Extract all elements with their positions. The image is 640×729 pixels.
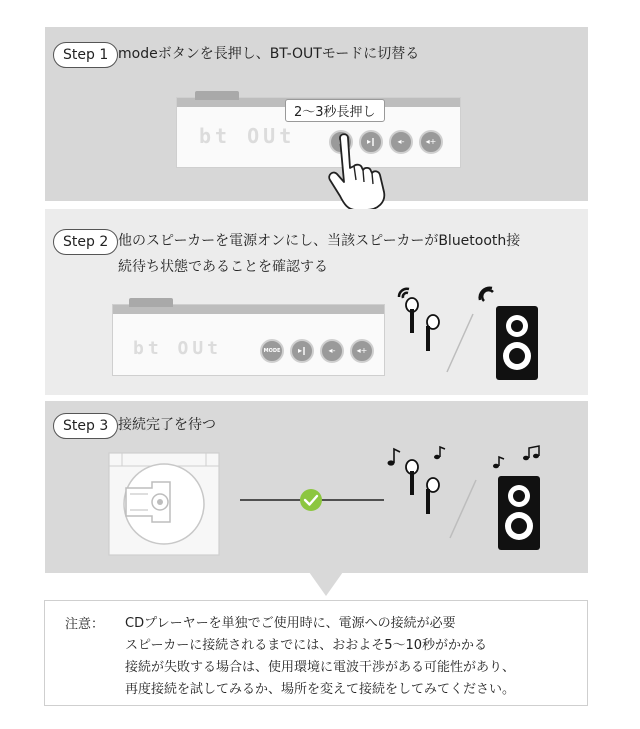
volume-down-button[interactable] — [320, 339, 344, 363]
volume-up-button[interactable] — [419, 130, 443, 154]
divider-slash — [448, 478, 478, 540]
music-note-icon — [523, 446, 539, 460]
step3-badge: Step 3 — [53, 413, 118, 439]
lcd-display: bt OUt — [133, 338, 223, 359]
device-knob — [195, 91, 239, 100]
step2-instruction-line2: 続待ち状態であることを確認する — [118, 259, 328, 275]
step1-instruction: modeボタンを長押し、BT-OUTモードに切替る — [118, 46, 420, 62]
long-press-tooltip: 2～3秒長押し — [285, 99, 385, 122]
control-buttons — [260, 339, 374, 363]
mode-button[interactable] — [260, 339, 284, 363]
caution-line: スピーカーに接続されるまでには、おおよそ5～10秒がかかる — [125, 638, 488, 653]
play-pause-icon: ▸‖ — [297, 346, 306, 355]
volume-up-icon: ◂+ — [425, 137, 437, 146]
caution-label: 注意： — [65, 617, 105, 632]
caution-text — [125, 613, 515, 701]
caution-line: 接続が失敗する場合は、使用環境に電波干渉がある可能性があり、 — [125, 660, 516, 675]
play-pause-icon: ▸‖ — [366, 137, 375, 146]
volume-up-icon: ◂+ — [356, 346, 368, 355]
speaker-icon — [478, 286, 540, 382]
volume-down-icon: ◂- — [397, 137, 405, 146]
volume-up-button[interactable] — [350, 339, 374, 363]
volume-down-icon: ◂- — [328, 346, 336, 355]
music-note-icon — [388, 449, 401, 466]
cd-player-icon — [108, 452, 220, 556]
step2-badge: Step 2 — [53, 229, 118, 255]
caution-line: CDプレーヤーを単独でご使用時に、電源への接続が必要 — [125, 616, 456, 631]
earbuds-music-icon — [385, 445, 449, 517]
check-icon — [299, 488, 323, 512]
device-knob — [129, 298, 173, 307]
lcd-display: bt OUt — [199, 124, 296, 148]
step2-instruction-line1: 他のスピーカーを電源オンにし、当該スピーカーがBluetooth接 — [118, 233, 521, 249]
hand-pointer-icon — [326, 130, 406, 210]
speaker-music-icon — [488, 446, 544, 552]
step3-instruction: 接続完了を待つ — [118, 417, 216, 433]
divider-slash — [445, 312, 475, 374]
step1-badge: Step 1 — [53, 42, 118, 68]
mode-label: MODE — [263, 348, 281, 354]
music-note-icon — [493, 457, 504, 468]
cd-player-front-step2 — [112, 304, 385, 376]
music-note-icon — [434, 447, 445, 459]
caution-box — [44, 600, 588, 706]
caution-line: 再度接続を試してみるか、場所を変えて接続をしてみてください。 — [125, 682, 516, 697]
play-pause-button[interactable] — [290, 339, 314, 363]
flow-arrow — [309, 572, 343, 596]
